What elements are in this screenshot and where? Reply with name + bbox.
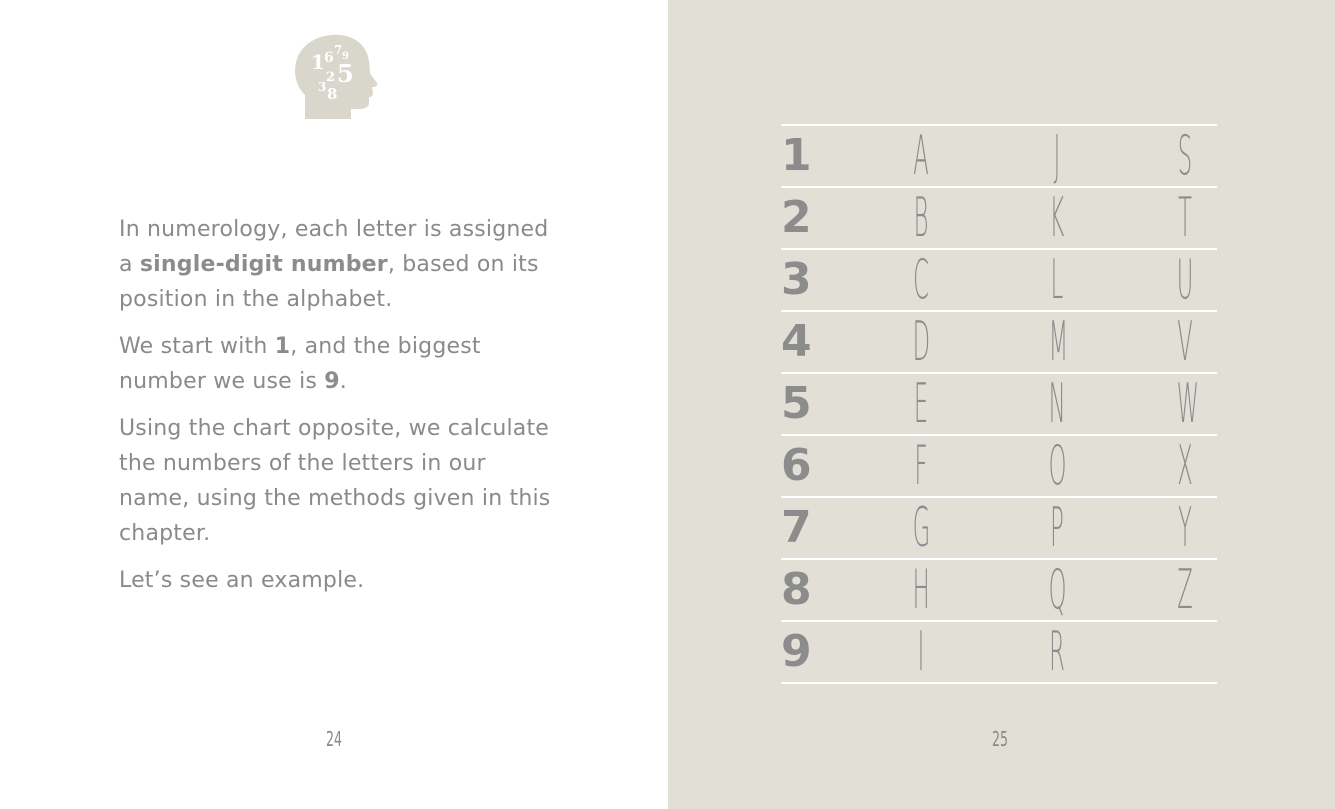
chart-row [781,560,1217,622]
row-letter: G [912,496,931,559]
chart-row [781,188,1217,250]
row-letter: V [1177,310,1193,373]
row-letter: T [1178,186,1192,249]
logo-digit: 8 [327,85,338,103]
row-number: 2 [781,192,812,243]
page-number-left: 24 [325,727,343,751]
logo-digit: 3 [318,80,327,94]
row-number: 3 [781,254,812,305]
page-number-right: 25 [991,727,1009,751]
row-letter: D [912,310,931,373]
row-letter: Q [1048,558,1067,621]
bold-number: 1 [274,334,291,359]
paragraph-3: Using the chart opposite, we calculate the numbers of the letters in our name, using the methods given in this chapter. [119,416,551,546]
paragraph-4: Let’s see an example. [119,568,365,593]
row-letter: W [1176,372,1200,435]
row-letter: S [1177,124,1193,187]
chart-row [781,436,1217,498]
row-letter: K [1049,186,1065,249]
chart-row [781,622,1217,684]
logo-digit: 7 [334,43,343,57]
row-letter: X [1177,434,1193,497]
row-letter: H [912,558,930,621]
row-letter: F [914,434,928,497]
chart-row [781,374,1217,436]
chart-row [781,126,1217,188]
row-letter: L [1050,248,1064,311]
numerology-head-logo [289,29,381,121]
logo-digit: 2 [326,70,336,85]
body-text [119,212,559,610]
paragraph-2: We start with 1, and the biggest number we use is 9. [119,334,481,394]
logo-digit: 1 [311,50,325,74]
chart-row [781,498,1217,560]
logo-digit: 9 [342,51,349,62]
row-number: 1 [781,130,812,181]
row-letter: N [1048,372,1066,435]
row-letter: R [1049,620,1065,683]
row-letter: E [913,372,929,435]
row-letter: P [1050,496,1064,559]
bold-phrase: single-digit number [139,252,388,277]
row-letter: I [917,620,925,683]
row-letter: J [1053,124,1061,187]
bold-number: 9 [324,369,340,394]
logo-digit: 5 [337,59,354,88]
row-letter: M [1048,310,1069,373]
row-number: 8 [781,564,812,615]
row-number: 4 [781,316,812,367]
row-letter: C [913,248,929,311]
paragraph-1: In numerology, each letter is assigned a single-digit number, based on its position in the alphabet. [119,217,549,312]
letter-number-chart [781,124,1217,684]
row-number: 5 [781,378,812,429]
row-letter: Z [1177,558,1193,621]
row-letter: Y [1178,496,1192,559]
chart-row [781,312,1217,374]
row-letter: B [913,186,929,249]
row-number: 6 [781,440,812,491]
row-letter: O [1048,434,1067,497]
row-letter: U [1176,248,1194,311]
row-letter: A [913,124,929,187]
logo-digit: 6 [324,50,334,66]
row-number: 9 [781,626,812,677]
chart-row [781,250,1217,312]
row-number: 7 [781,502,812,553]
